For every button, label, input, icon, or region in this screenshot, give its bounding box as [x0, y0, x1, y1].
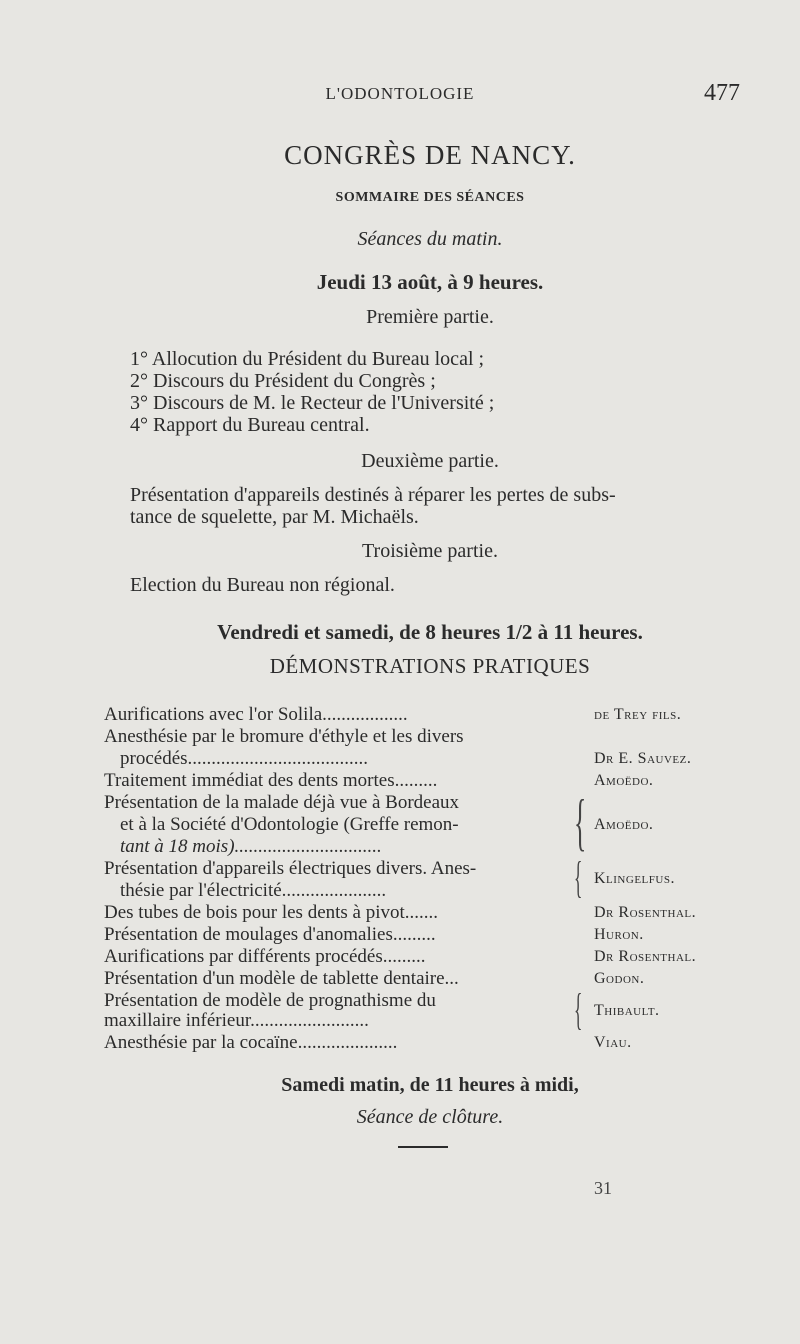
list-item: 3° Discours de M. le Recteur de l'Université ;	[130, 392, 495, 414]
paragraph-line: Election du Bureau non régional.	[130, 574, 395, 596]
table-row: Anesthésie par la cocaïne.....................	[104, 1032, 398, 1053]
table-row: et à la Société d'Odontologie (Greffe remon-	[120, 814, 459, 835]
presenter-name: de Trey fils.	[594, 706, 682, 723]
list-item: 1° Allocution du Président du Bureau local ;	[130, 348, 485, 370]
paragraph-line: tance de squelette, par M. Michaëls.	[130, 506, 419, 528]
presenter-name: Amoëdo.	[594, 816, 654, 833]
premiere-partie-heading: Première partie.	[366, 306, 494, 328]
table-row: Anesthésie par le bromure d'éthyle et les divers	[104, 726, 464, 747]
divider-rule	[398, 1146, 448, 1148]
table-row: procédés......................................	[120, 748, 369, 769]
list-item: 4° Rapport du Bureau central.	[130, 414, 370, 436]
table-row: Aurifications avec l'or Solila..................	[104, 704, 408, 725]
page-number: 477	[704, 80, 740, 106]
table-row: Présentation de modèle de prognathisme du	[104, 990, 436, 1011]
table-row: Présentation d'un modèle de tablette dentaire...	[104, 968, 459, 989]
paragraph-line: Présentation d'appareils destinés à réparer les pertes de subs-	[130, 484, 616, 506]
presenter-name: Thibault.	[594, 1002, 660, 1019]
running-header: L'ODONTOLOGIE	[325, 84, 475, 103]
table-row: thésie par l'électricité......................	[120, 880, 387, 901]
presenter-name: Godon.	[594, 970, 645, 987]
brace-icon: {	[574, 853, 583, 902]
table-row: Traitement immédiat des dents mortes.........	[104, 770, 438, 791]
presenter-name: Klingelfus.	[594, 870, 675, 887]
presenter-name: Dr E. Sauvez.	[594, 750, 692, 767]
list-item: 2° Discours du Président du Congrès ;	[130, 370, 436, 392]
table-row: Aurifications par différents procédés.........	[104, 946, 426, 967]
deuxieme-partie-heading: Deuxième partie.	[361, 450, 499, 472]
brace-icon: {	[574, 985, 583, 1034]
table-row: maxillaire inférieur.........................	[104, 1010, 369, 1031]
cloture-heading: Séance de clôture.	[356, 1106, 504, 1128]
table-row: tant à 18 mois)...............................	[120, 836, 382, 857]
section-subtitle: SOMMAIRE DES SÉANCES	[335, 190, 525, 205]
presenter-name: Viau.	[594, 1034, 632, 1051]
table-row: Présentation de la malade déjà vue à Bordeaux	[104, 792, 460, 813]
signature-mark: 31	[594, 1178, 612, 1198]
presenter-name: Huron.	[594, 926, 644, 943]
table-row: Présentation de moulages d'anomalies.........	[104, 924, 436, 945]
seances-matin-heading: Séances du matin.	[357, 228, 503, 250]
brace-icon: {	[574, 786, 587, 857]
page-title: CONGRÈS DE NANCY.	[284, 140, 576, 170]
presenter-name: Dr Rosenthal.	[594, 904, 697, 921]
table-row: Des tubes de bois pour les dents à pivot.......	[104, 902, 439, 923]
samedi-heading: Samedi matin, de 11 heures à midi,	[281, 1074, 579, 1096]
troisieme-partie-heading: Troisième partie.	[362, 540, 498, 562]
table-row: Présentation d'appareils électriques divers. Anes-	[104, 858, 477, 879]
presenter-name: Amoëdo.	[594, 772, 654, 789]
jeudi-heading: Jeudi 13 août, à 9 heures.	[316, 270, 544, 294]
vendredi-heading: Vendredi et samedi, de 8 heures 1/2 à 11 heures.	[217, 620, 643, 644]
presenter-name: Dr Rosenthal.	[594, 948, 697, 965]
demonstrations-heading: DÉMONSTRATIONS PRATIQUES	[269, 654, 591, 678]
